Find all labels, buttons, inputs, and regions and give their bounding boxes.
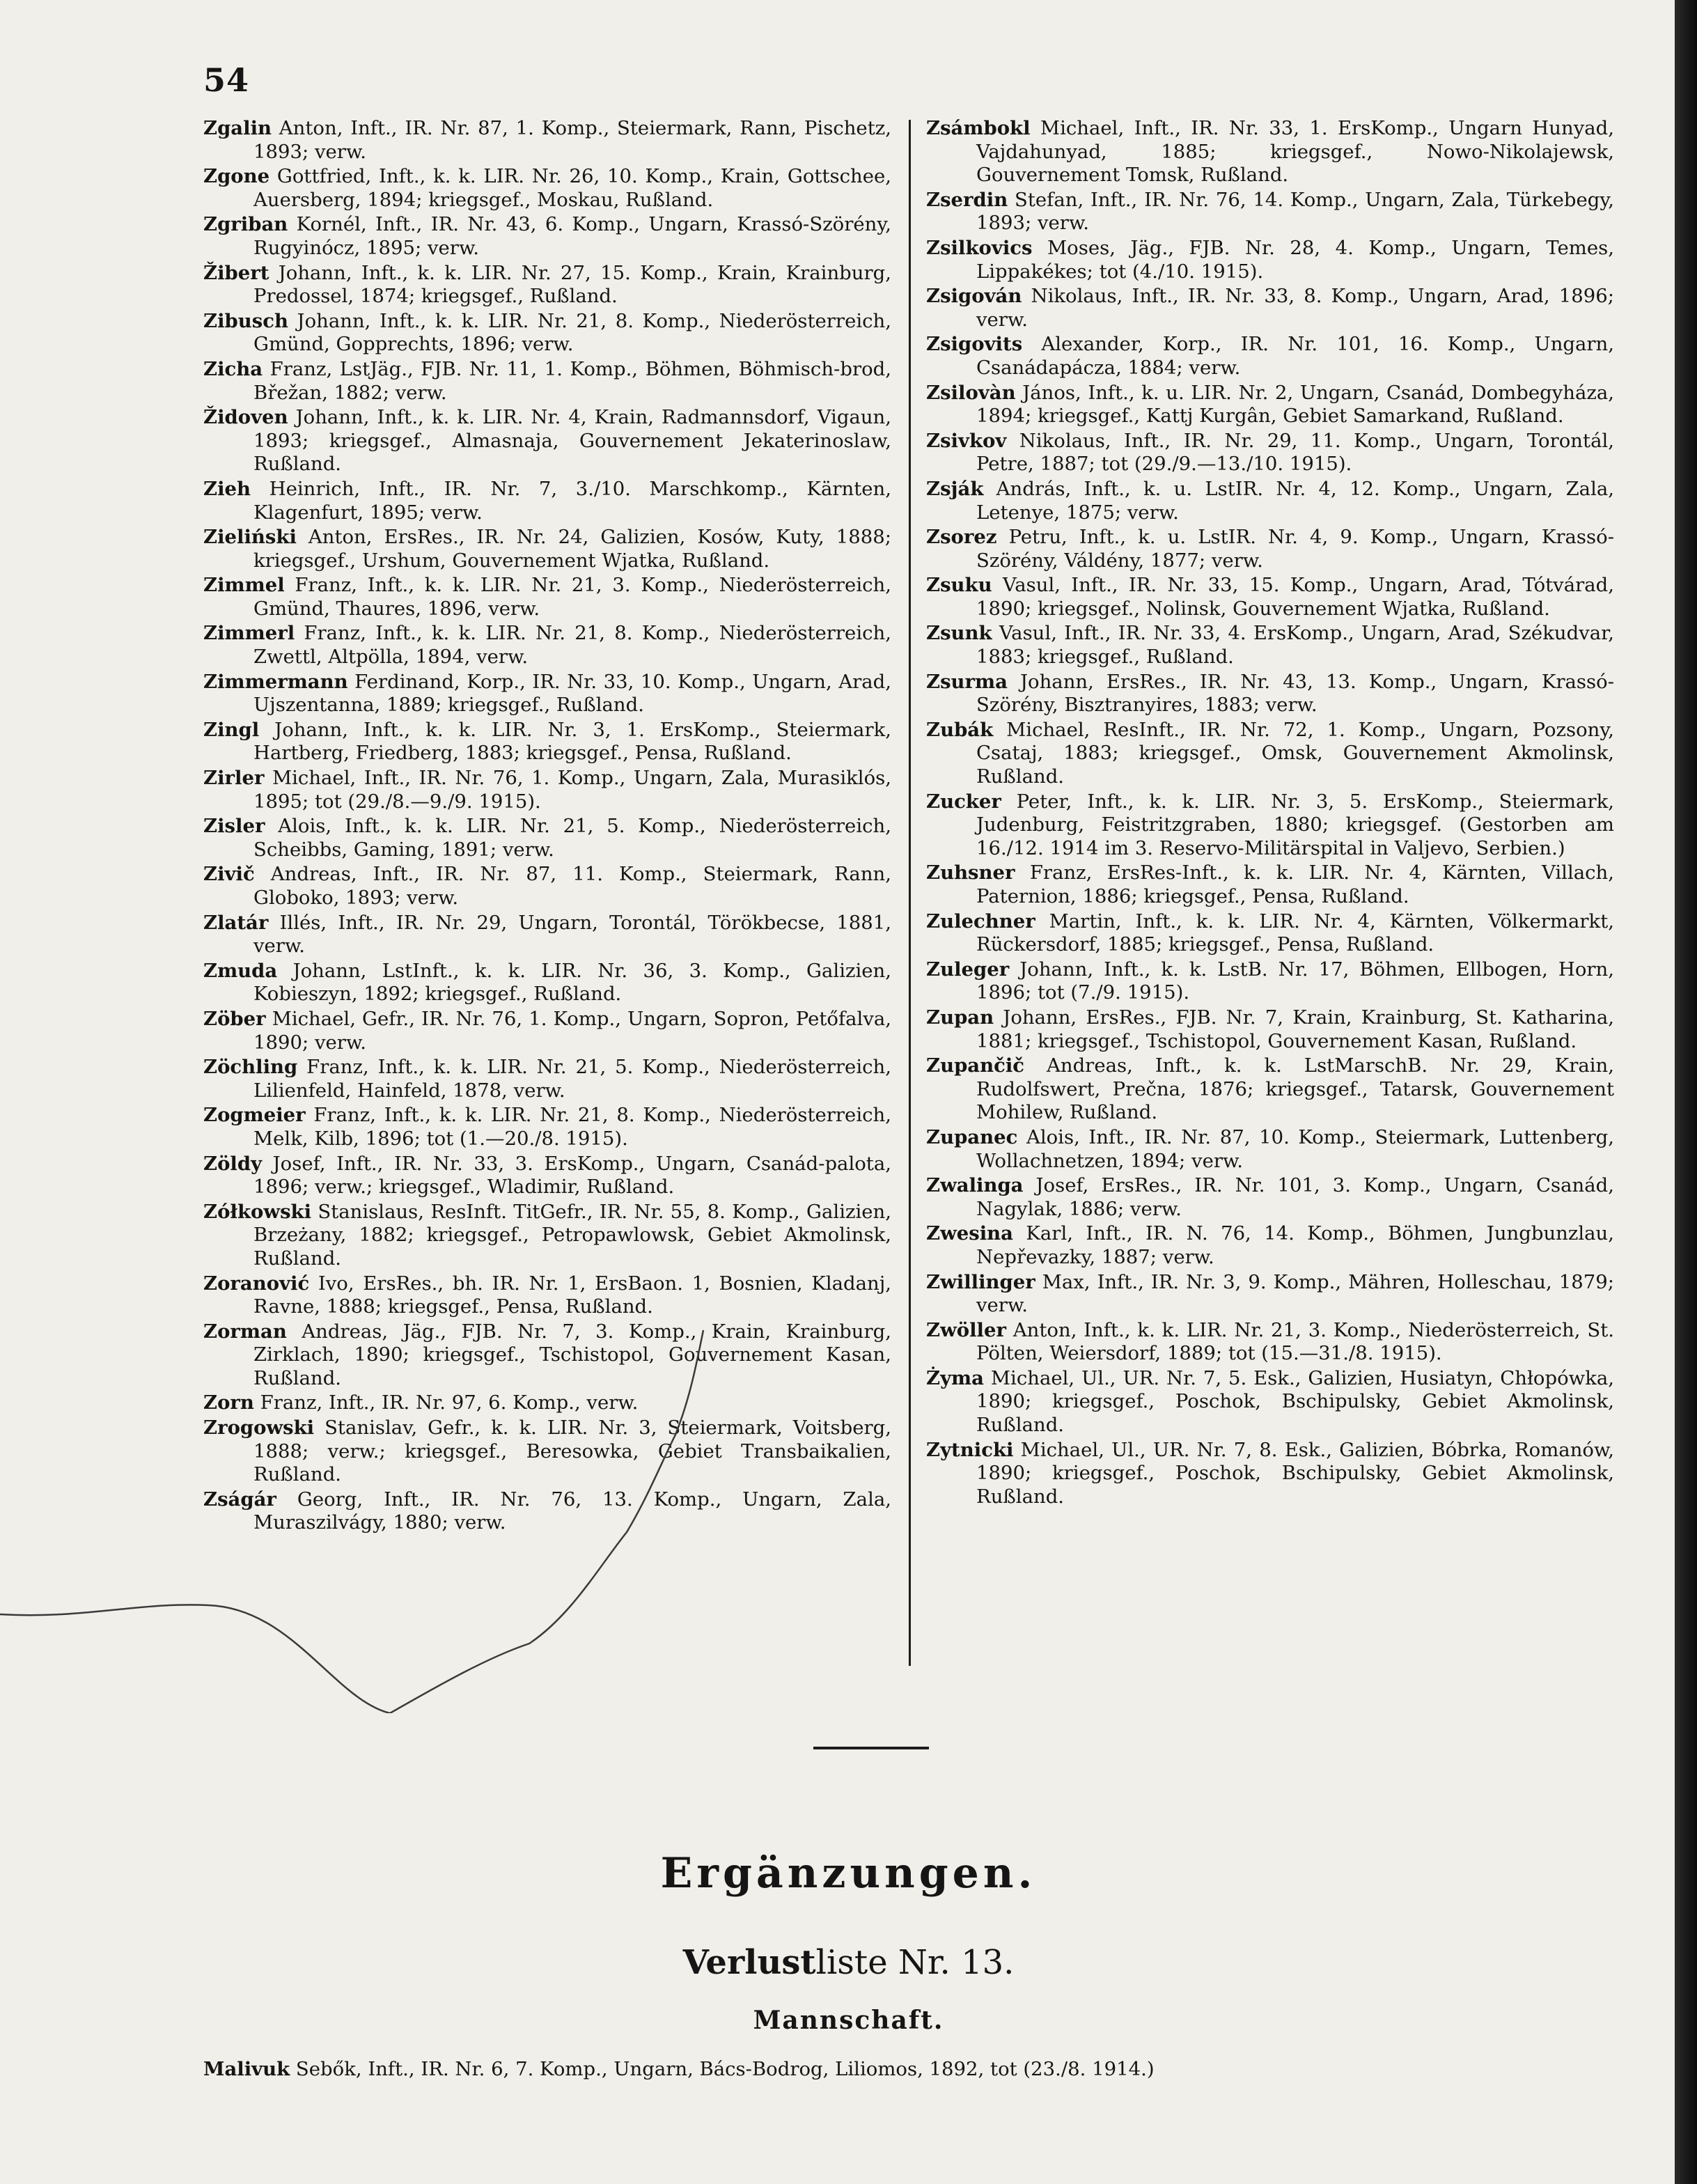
- entry-name: Zwalinga: [926, 1174, 1024, 1197]
- entry-name: Židoven: [203, 406, 288, 429]
- entry-details: Petru, Inft., k. u. LstIR. Nr. 4, 9. Komp., Ungarn, Krassó-Szörény, Váldény, 1877; verw.: [976, 526, 1614, 572]
- entry-name: Zserdin: [926, 188, 1008, 211]
- entry-details: Sebők, Inft., IR. Nr. 6, 7. Komp., Ungarn, Bács-Bodrog, Liliomos, 1892, tot (23./8. 1914.): [290, 2058, 1155, 2080]
- entry-details: Michael, Ul., UR. Nr. 7, 5. Esk., Galizien, Husiatyn, Chłopówka, 1890; kriegsgef., Poschok, Bschipulsky, Gebiet Akmolinsk, Rußland.: [976, 1366, 1614, 1437]
- entry-name: Zorman: [203, 1320, 287, 1343]
- column-divider: [909, 120, 911, 1666]
- list-entry: [926, 430, 1614, 476]
- entry-name: Zmuda: [203, 959, 278, 982]
- entry-name: Zimmel: [203, 574, 285, 597]
- entry-name: Zibusch: [203, 309, 288, 332]
- entry-details: Johann, Inft., k. k. LIR. Nr. 27, 15. Komp., Krain, Krainburg, Predossel, 1874; kriegsgef., Rußland.: [253, 261, 891, 308]
- entry-name: Zimmerl: [203, 622, 295, 645]
- entry-name: Zsilkovics: [926, 236, 1033, 259]
- entry-details: András, Inft., k. u. LstIR. Nr. 4, 12. Komp., Ungarn, Zala, Letenye, 1875; verw.: [976, 477, 1614, 524]
- entry-name: Malivuk: [203, 2058, 290, 2080]
- entry-details: Vasul, Inft., IR. Nr. 33, 4. ErsKomp., Ungarn, Arad, Székudvar, 1883; kriegsgef., Rußland.: [976, 622, 1614, 669]
- entry-name: Žibert: [203, 261, 269, 284]
- entry-details: Franz, Inft., IR. Nr. 97, 6. Komp., verw.: [253, 1391, 639, 1414]
- entry-details: Johann, Inft., k. k. LIR. Nr. 4, Krain, Radmannsdorf, Vigaun, 1893; kriegsgef., Almasnaja, Gouvernement Jekaterinoslaw, Rußland.: [253, 406, 891, 476]
- entry-details: Max, Inft., IR. Nr. 3, 9. Komp., Mähren, Holleschau, 1879; verw.: [976, 1270, 1614, 1317]
- entry-details: Anton, ErsRes., IR. Nr. 24, Galizien, Kosów, Kuty, 1888; kriegsgef., Urshum, Gouvernement Wjatka, Rußland.: [253, 526, 891, 572]
- entry-name: Zwillinger: [926, 1270, 1035, 1293]
- entry-details: Stefan, Inft., IR. Nr. 76, 14. Komp., Ungarn, Zala, Türkebegy, 1893; verw.: [976, 188, 1614, 235]
- list-entry: [926, 117, 1614, 187]
- entry-name: Zingl: [203, 718, 260, 741]
- entry-details: Johann, Inft., k. k. LstB. Nr. 17, Böhmen, Ellbogen, Horn, 1896; tot (7./9. 1915).: [976, 958, 1614, 1004]
- list-title-bold: Verlust: [682, 1943, 816, 1982]
- list-entry: [926, 1271, 1614, 1318]
- entry-details: Michael, Ul., UR. Nr. 7, 8. Esk., Galizien, Bóbrka, Romanów, 1890; kriegsgef., Poschok, Bschipulsky, Gebiet Akmolinsk, Rußland.: [976, 1438, 1614, 1508]
- entry-details: Johann, ErsRes., IR. Nr. 43, 13. Komp., Ungarn, Krassó-Szörény, Bisztranyires, 1883; verw.: [976, 670, 1614, 717]
- entry-details: Martin, Inft., k. k. LIR. Nr. 4, Kärnten, Völkermarkt, Rückersdorf, 1885; kriegsgef., Pensa, Rußland.: [976, 910, 1614, 956]
- list-entry: [926, 382, 1614, 428]
- entry-name: Zgone: [203, 165, 270, 188]
- entry-details: Josef, ErsRes., IR. Nr. 101, 3. Komp., Ungarn, Csanád, Nagylak, 1886; verw.: [976, 1174, 1614, 1220]
- entry-details: Nikolaus, Inft., IR. Nr. 29, 11. Komp., Ungarn, Torontál, Petre, 1887; tot (29./9.—13./10. 1915).: [976, 429, 1614, 476]
- entry-name: Zwöller: [926, 1318, 1006, 1341]
- entry-name: Zsuku: [926, 574, 992, 597]
- supplement-entry: [203, 2058, 1617, 2082]
- entry-details: Johann, Inft., k. k. LIR. Nr. 21, 8. Komp., Niederösterreich, Gmünd, Gopprechts, 1896; verw.: [253, 309, 891, 356]
- entry-details: Moses, Jäg., FJB. Nr. 28, 4. Komp., Ungarn, Temes, Lippakékes; tot (4./10. 1915).: [976, 236, 1614, 283]
- list-entry: [926, 671, 1614, 717]
- entry-name: Zöber: [203, 1007, 266, 1030]
- entry-name: Zoranović: [203, 1272, 310, 1295]
- entry-name: Zgalin: [203, 117, 272, 139]
- section-divider: [813, 1747, 929, 1749]
- entry-name: Zirler: [203, 767, 265, 790]
- entry-details: Kornél, Inft., IR. Nr. 43, 6. Komp., Ungarn, Krassó-Szörény, Rugyinócz, 1895; verw.: [253, 213, 891, 259]
- list-title-rest: liste Nr. 13.: [815, 1943, 1015, 1982]
- entry-name: Żyma: [926, 1366, 984, 1389]
- list-entry: [926, 1222, 1614, 1269]
- entry-name: Zupan: [926, 1006, 994, 1029]
- entry-details: Franz, Inft., k. k. LIR. Nr. 21, 5. Komp., Niederösterreich, Lilienfeld, Hainfeld, 1878, verw.: [253, 1056, 891, 1102]
- entry-name: Zupančič: [926, 1054, 1025, 1077]
- entry-name: Zsurma: [926, 670, 1008, 693]
- entry-details: Andreas, Jäg., FJB. Nr. 7, 3. Komp., Krain, Krainburg, Zirklach, 1890; kriegsgef., Tschistopol, Gouvernement Kasan, Rußland.: [253, 1320, 891, 1389]
- entry-name: Zogmeier: [203, 1104, 306, 1127]
- paper-tear-line: [0, 0, 905, 1713]
- entry-details: Michael, Gefr., IR. Nr. 76, 1. Komp., Ungarn, Sopron, Petőfalva, 1890; verw.: [253, 1007, 891, 1054]
- entry-name: Zółkowski: [203, 1200, 312, 1223]
- entry-details: Anton, Inft., k. k. LIR. Nr. 21, 3. Komp., Niederösterreich, St. Pölten, Weiersdorf, 1889; tot (15.—31./8. 1915).: [976, 1318, 1614, 1365]
- entry-details: Michael, Inft., IR. Nr. 33, 1. ErsKomp., Ungarn Hunyad, Vajdahunyad, 1885; kriegsgef., Nowo-Nikolajewsk, Gouvernement Tomsk, Rußland.: [976, 117, 1614, 187]
- list-entry: [926, 1174, 1614, 1221]
- entry-name: Zieliński: [203, 526, 297, 549]
- entry-name: Zöchling: [203, 1056, 298, 1079]
- list-title: [0, 1943, 1697, 1982]
- entry-details: Gottfried, Inft., k. k. LIR. Nr. 26, 10. Komp., Krain, Gottschee, Auersberg, 1894; kriegsgef., Moskau, Rußland.: [253, 165, 891, 211]
- entry-details: Andreas, Inft., k. k. LstMarschB. Nr. 29, Krain, Rudolfswert, Prečna, 1876; kriegsgef., Tatarsk, Gouvernement Mohilew, Rußland.: [976, 1054, 1614, 1124]
- entry-name: Zicha: [203, 357, 263, 380]
- entry-details: Karl, Inft., IR. N. 76, 14. Komp., Böhmen, Jungbunzlau, Nepřevazky, 1887; verw.: [976, 1222, 1614, 1268]
- entry-details: Georg, Inft., IR. Nr. 76, 13. Komp., Ungarn, Zala, Muraszilvágy, 1880; verw.: [253, 1488, 891, 1534]
- entry-name: Zrogowski: [203, 1417, 315, 1440]
- page-number: 54: [203, 61, 250, 99]
- entry-name: Zlatár: [203, 911, 269, 934]
- entry-details: Michael, Inft., IR. Nr. 76, 1. Komp., Ungarn, Zala, Murasiklós, 1895; tot (29./8.—9./9. 1915).: [253, 767, 891, 813]
- list-entry: [926, 285, 1614, 332]
- list-entry: [926, 526, 1614, 572]
- list-entry: [926, 719, 1614, 789]
- entry-details: Andreas, Inft., IR. Nr. 87, 11. Komp., Steiermark, Rann, Globoko, 1893; verw.: [253, 863, 891, 909]
- entry-name: Zöldy: [203, 1152, 263, 1175]
- entry-details: Franz, Inft., k. k. LIR. Nr. 21, 8. Komp., Niederösterreich, Melk, Kilb, 1896; tot (1.—20./8. 1915).: [253, 1104, 891, 1150]
- entry-name: Zsják: [926, 477, 984, 500]
- entry-details: Alexander, Korp., IR. Nr. 101, 16. Komp., Ungarn, Csanádapácza, 1884; verw.: [976, 333, 1614, 379]
- list-entry: [926, 1054, 1614, 1125]
- list-entry: [926, 1367, 1614, 1437]
- list-entry: [926, 1439, 1614, 1509]
- list-entry: [926, 1006, 1614, 1053]
- entry-name: Zsigován: [926, 285, 1022, 308]
- list-entry: [926, 910, 1614, 957]
- list-entry: [926, 622, 1614, 669]
- entry-name: Zieh: [203, 477, 251, 500]
- list-entry: [926, 189, 1614, 235]
- entry-name: Zisler: [203, 815, 265, 838]
- list-entry: [926, 790, 1614, 861]
- right-column: [926, 117, 1614, 1510]
- entry-name: Zimmermann: [203, 670, 348, 693]
- entry-details: Franz, ErsRes-Inft., k. k. LIR. Nr. 4, Kärnten, Villach, Paternion, 1886; kriegsgef., Pensa, Rußland.: [976, 861, 1614, 907]
- entry-details: Heinrich, Inft., IR. Nr. 7, 3./10. Marschkomp., Kärnten, Klagenfurt, 1895; verw.: [251, 477, 891, 524]
- entry-name: Zsorez: [926, 526, 997, 549]
- list-entry: [926, 478, 1614, 524]
- entry-name: Zgriban: [203, 213, 288, 236]
- entry-name: Zsilovàn: [926, 381, 1016, 404]
- entry-name: Zytnicki: [926, 1438, 1014, 1461]
- entry-name: Zupanec: [926, 1125, 1018, 1148]
- entry-details: Alois, Inft., k. k. LIR. Nr. 21, 5. Komp., Niederösterreich, Scheibbs, Gaming, 1891; verw.: [253, 815, 891, 861]
- entry-name: Zsivkov: [926, 429, 1007, 452]
- entry-name: Zsigovits: [926, 333, 1023, 356]
- entry-details: Illés, Inft., IR. Nr. 29, Ungarn, Torontál, Törökbecse, 1881, verw.: [253, 911, 891, 958]
- entry-name: Zorn: [203, 1391, 254, 1414]
- entry-details: Johann, ErsRes., FJB. Nr. 7, Krain, Krainburg, St. Katharina, 1881; kriegsgef., Tschistopol, Gouvernement Kasan, Rußland.: [976, 1006, 1614, 1052]
- list-entry: [926, 574, 1614, 621]
- entry-details: Nikolaus, Inft., IR. Nr. 33, 8. Komp., Ungarn, Arad, 1896; verw.: [976, 285, 1614, 331]
- entry-details: Michael, ResInft., IR. Nr. 72, 1. Komp., Ungarn, Pozsony, Csataj, 1883; kriegsgef., Omsk, Gouvernement Akmolinsk, Rußland.: [976, 718, 1614, 788]
- entry-details: Franz, Inft., k. k. LIR. Nr. 21, 3. Komp., Niederösterreich, Gmünd, Thaures, 1896, verw.: [253, 574, 891, 620]
- entry-details: Stanislav, Gefr., k. k. LIR. Nr. 3, Steiermark, Voitsberg, 1888; verw.; kriegsgef., Beresowka, Gebiet Transbaikalien, Rußland.: [253, 1417, 891, 1486]
- entry-name: Zsunk: [926, 622, 992, 645]
- list-entry: [926, 1126, 1614, 1173]
- entry-details: Franz, Inft., k. k. LIR. Nr. 21, 8. Komp., Niederösterreich, Zwettl, Altpölla, 1894, verw.: [253, 622, 891, 669]
- list-entry: [926, 237, 1614, 283]
- entry-name: Zwesina: [926, 1222, 1013, 1245]
- entry-name: Zuhsner: [926, 861, 1015, 884]
- entry-details: Alois, Inft., IR. Nr. 87, 10. Komp., Steiermark, Luttenberg, Wollachnetzen, 1894; verw.: [976, 1125, 1614, 1172]
- list-entry: [926, 333, 1614, 380]
- category-title: Mannschaft.: [753, 2006, 944, 2035]
- list-entry: [926, 958, 1614, 1005]
- entry-details: Ferdinand, Korp., IR. Nr. 33, 10. Komp., Ungarn, Arad, Ujszentanna, 1889; kriegsgef., Rußland.: [253, 670, 891, 717]
- entry-name: Zulechner: [926, 910, 1035, 933]
- entry-details: Ivo, ErsRes., bh. IR. Nr. 1, ErsBaon. 1, Bosnien, Kladanj, Ravne, 1888; kriegsgef., Pensa, Rußland.: [253, 1272, 891, 1318]
- entry-name: Zuleger: [926, 958, 1010, 981]
- entry-details: Franz, LstJäg., FJB. Nr. 11, 1. Komp., Böhmen, Böhmisch-brod, Břežan, 1882; verw.: [253, 357, 891, 404]
- list-entry: [926, 1319, 1614, 1366]
- entry-name: Zságár: [203, 1488, 276, 1511]
- entry-name: Zucker: [926, 790, 1001, 813]
- entry-details: János, Inft., k. u. LIR. Nr. 2, Ungarn, Csanád, Dombegyháza, 1894; kriegsgef., Kattj Kurgân, Gebiet Samarkand, Rußland.: [976, 381, 1614, 428]
- entry-details: Johann, LstInft., k. k. LIR. Nr. 36, 3. Komp., Galizien, Kobieszyn, 1892; kriegsgef., Rußland.: [253, 959, 891, 1006]
- entry-name: Zubák: [926, 718, 994, 741]
- entry-details: Johann, Inft., k. k. LIR. Nr. 3, 1. ErsKomp., Steiermark, Hartberg, Friedberg, 1883; kriegsgef., Pensa, Rußland.: [253, 718, 891, 765]
- entry-details: Peter, Inft., k. k. LIR. Nr. 3, 5. ErsKomp., Steiermark, Judenburg, Feistritzgraben, 1880; kriegsgef. (Gestorben am 16./12. 1914 im 3. Reservo-Militärspital in Valjevo, Serbien.): [976, 790, 1614, 859]
- entry-details: Anton, Inft., IR. Nr. 87, 1. Komp., Steiermark, Rann, Pischetz, 1893; verw.: [253, 117, 891, 163]
- entry-details: Stanislaus, ResInft. TitGefr., IR. Nr. 55, 8. Komp., Galizien, Brzeżany, 1882; kriegsgef., Petropawlowsk, Gebiet Akmolinsk, Rußland.: [253, 1200, 891, 1270]
- entry-details: Josef, Inft., IR. Nr. 33, 3. ErsKomp., Ungarn, Csanád-palota, 1896; verw.; kriegsgef., Wladimir, Rußland.: [253, 1152, 891, 1199]
- entry-name: Zsámbokl: [926, 117, 1031, 139]
- entry-details: Vasul, Inft., IR. Nr. 33, 15. Komp., Ungarn, Arad, Tótvárad, 1890; kriegsgef., Nolinsk, Gouvernement Wjatka, Rußland.: [976, 574, 1614, 620]
- entry-name: Zivič: [203, 863, 255, 886]
- section-title: Ergänzungen.: [660, 1849, 1037, 1898]
- list-entry: [926, 861, 1614, 908]
